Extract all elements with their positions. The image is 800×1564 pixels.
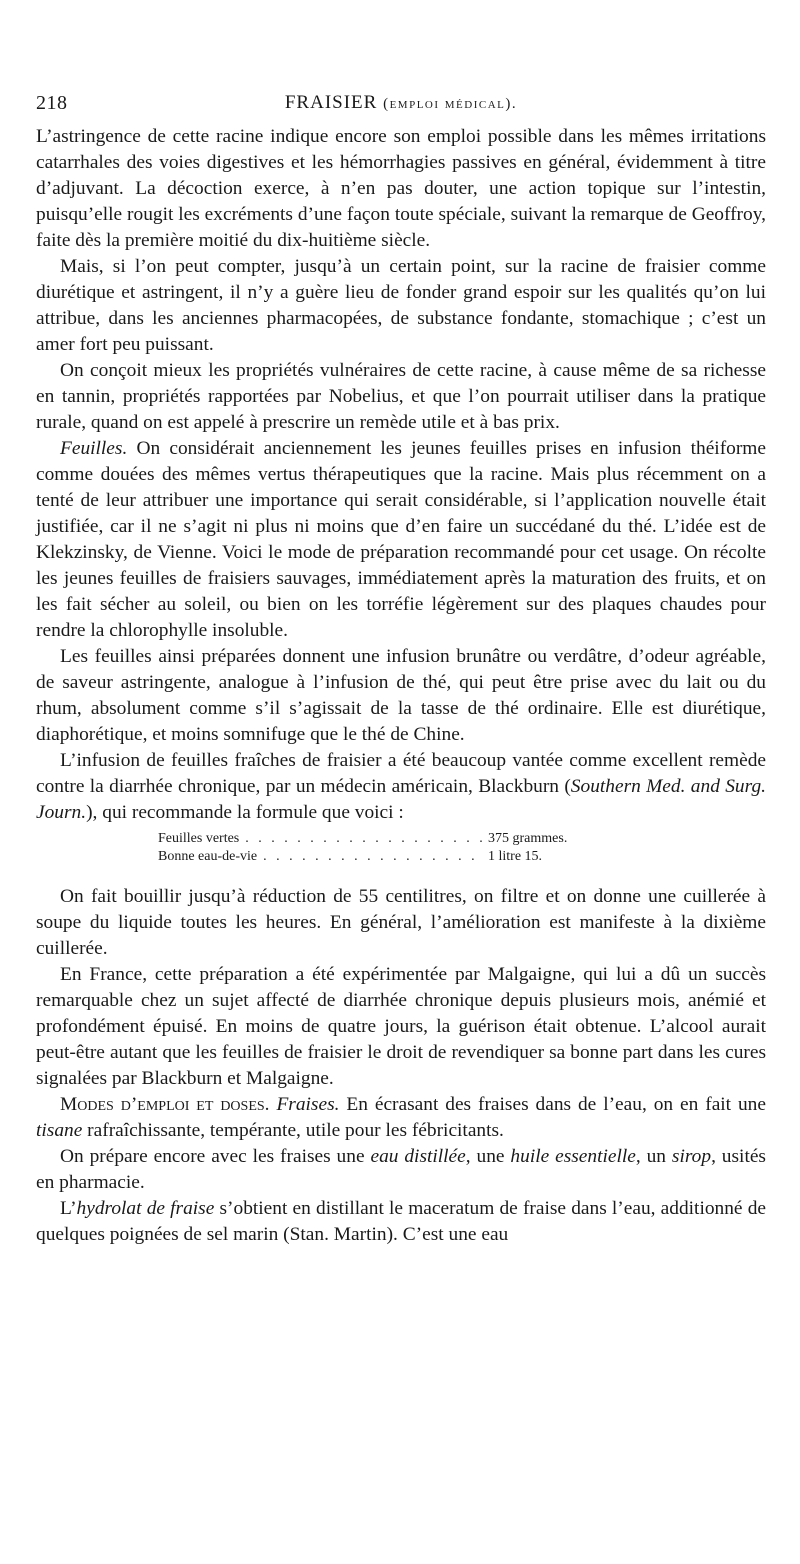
paragraph-preparation: On fait bouillir jusqu’à réduction de 55 centilitres, on filtre et on donne une cuillerée à soupe du liquide toutes les heures. En général, l’amélioration est manifeste à la dixième cuillerée. xyxy=(36,886,766,959)
paragraph-text: s’obtient en distillant le maceratum de fraise dans l’eau, additionné de quelques poignées de sel marin (Stan. Martin). C’est une eau xyxy=(36,1198,766,1245)
term-hydrolat: hydrolat de fraise xyxy=(76,1198,215,1219)
running-title-sub: (emploi médical). xyxy=(383,96,518,112)
formula-quantity: 375 grammes. xyxy=(488,831,568,846)
paragraph-blackburn-after: ), qui recommande la formule que voici : xyxy=(86,802,404,823)
paragraph-text: , usités en pharmacie. xyxy=(36,1146,766,1193)
paragraph-root-diuretic: Mais, si l’on peut compter, jusqu’à un certain point, sur la racine de fraisier comme diurétique et astringent, il n’y a guère lieu de fonder grand espoir sur les qualités qu’on lui attribue, dans les anciennes pharmacopées, de substance fondante, stomachique ; c’est un amer fort peu puissant. xyxy=(36,256,766,355)
term-huile-essentielle: huile essentielle xyxy=(510,1146,636,1167)
paragraph-text: , un xyxy=(635,1146,672,1167)
book-page xyxy=(36,92,766,1248)
section-lead-modes: Modes d’emploi et doses. xyxy=(60,1094,270,1115)
formula-ingredient: Bonne eau-de-vie xyxy=(158,849,258,864)
paragraph-text: On prépare encore avec les fraises une xyxy=(60,1146,371,1167)
paragraph-preparations xyxy=(36,1144,766,1196)
paragraph-root-vulnerary: On conçoit mieux les propriétés vulnéraires de cette racine, à cause même de sa richesse en tannin, propriétés rapportées par Nobelius, et que l’on pourrait utiliser dans la pratique rurale, quand on est appelé à prescrire un remède utile et à bas prix. xyxy=(36,360,766,433)
paragraph-blackburn xyxy=(36,748,766,826)
formula-quantity: 1 litre 15. xyxy=(488,849,543,864)
spacer xyxy=(36,876,766,884)
section-sub-fraises: Fraises. xyxy=(276,1094,340,1115)
section-lead-feuilles: Feuilles. xyxy=(60,438,128,459)
paragraph-text: L’ xyxy=(60,1198,77,1219)
paragraph-text: , une xyxy=(465,1146,511,1167)
dot-leader xyxy=(263,848,482,866)
formula-row xyxy=(158,830,598,848)
term-sirop: sirop xyxy=(671,1146,712,1167)
paragraph-hydrolat xyxy=(36,1196,766,1248)
formula-row xyxy=(158,848,598,866)
paragraph-blackburn-before: L’infusion de feuilles fraîches de fraisier a été beaucoup vantée comme excellent remède contre la diarrhée chronique, par un médecin américain, Blackburn ( xyxy=(36,750,766,797)
running-title xyxy=(36,92,766,114)
running-title-main: FRAISIER xyxy=(284,92,378,113)
paragraph-text: En écrasant des fraises dans de l’eau, on en fait une xyxy=(339,1094,766,1115)
formula-table xyxy=(158,830,598,866)
term-tisane: tisane xyxy=(36,1120,83,1141)
journal-reference: Southern Med. and Surg. Journ. xyxy=(36,776,766,823)
paragraph-leaves-text: On considérait anciennement les jeunes feuilles prises en infusion théiforme comme douées des mêmes vertus thérapeutiques que la racine. Mais plus récemment on a tenté de leur attribuer une importance qui serait considérable, si l’application nouvelle était justifiée, car il ne s’agit ni plus ni moins que d’en faire un succédané du thé. L’idée est de Klekzinsky, de Vienne. Voici le mode de préparation recommandé pour cet usage. On récolte les jeunes feuilles de fraisiers sauvages, immédiatement après la maturation des fruits, et on les fait sécher au soleil, ou bien on les torréfie légèrement sur des plaques chaudes pour rendre la chlorophylle insoluble. xyxy=(36,438,766,641)
paragraph-root-astringency: L’astringence de cette racine indique encore son emploi possible dans les mêmes irritations catarrhales des voies digestives et les hémorrhagies passives en général, évidemment à titre d’adjuvant. La décoction exerce, à n’en pas douter, une action topique sur l’intestin, puisqu’elle rougit les excréments d’une façon toute spéciale, suivant la remarque de Geoffroy, faite dès la première moitié du dix-huitième siècle. xyxy=(36,126,766,251)
paragraph-leaves xyxy=(36,436,766,644)
page-number: 218 xyxy=(36,92,68,114)
term-eau-distillee: eau distillée xyxy=(370,1146,466,1167)
dot-leader xyxy=(245,830,482,848)
formula-ingredient: Feuilles vertes xyxy=(158,831,240,846)
paragraph-modes-emploi xyxy=(36,1092,766,1144)
paragraph-malgaigne: En France, cette préparation a été expérimentée par Malgaigne, qui lui a dû un succès remarquable chez un sujet affecté de diarrhée chronique depuis plusieurs mois, anémié et profondément épuisé. En moins de quatre jours, la guérison était obtenue. L’alcool aurait peut-être autant que les feuilles de fraisier le droit de revendiquer sa bonne part dans les cures signalées par Blackburn et Malgaigne. xyxy=(36,964,766,1089)
paragraph-text: rafraîchissante, tempérante, utile pour les fébricitants. xyxy=(82,1120,504,1141)
paragraph-leaf-infusion: Les feuilles ainsi préparées donnent une infusion brunâtre ou verdâtre, d’odeur agréable, de saveur astringente, analogue à l’infusion de thé, qui peut être prise avec du lait ou du rhum, absolument comme s’il s’agissait de la tasse de thé ordinaire. Elle est diurétique, diaphorétique, et moins somnifuge que le thé de Chine. xyxy=(36,646,766,745)
running-header xyxy=(36,92,766,122)
